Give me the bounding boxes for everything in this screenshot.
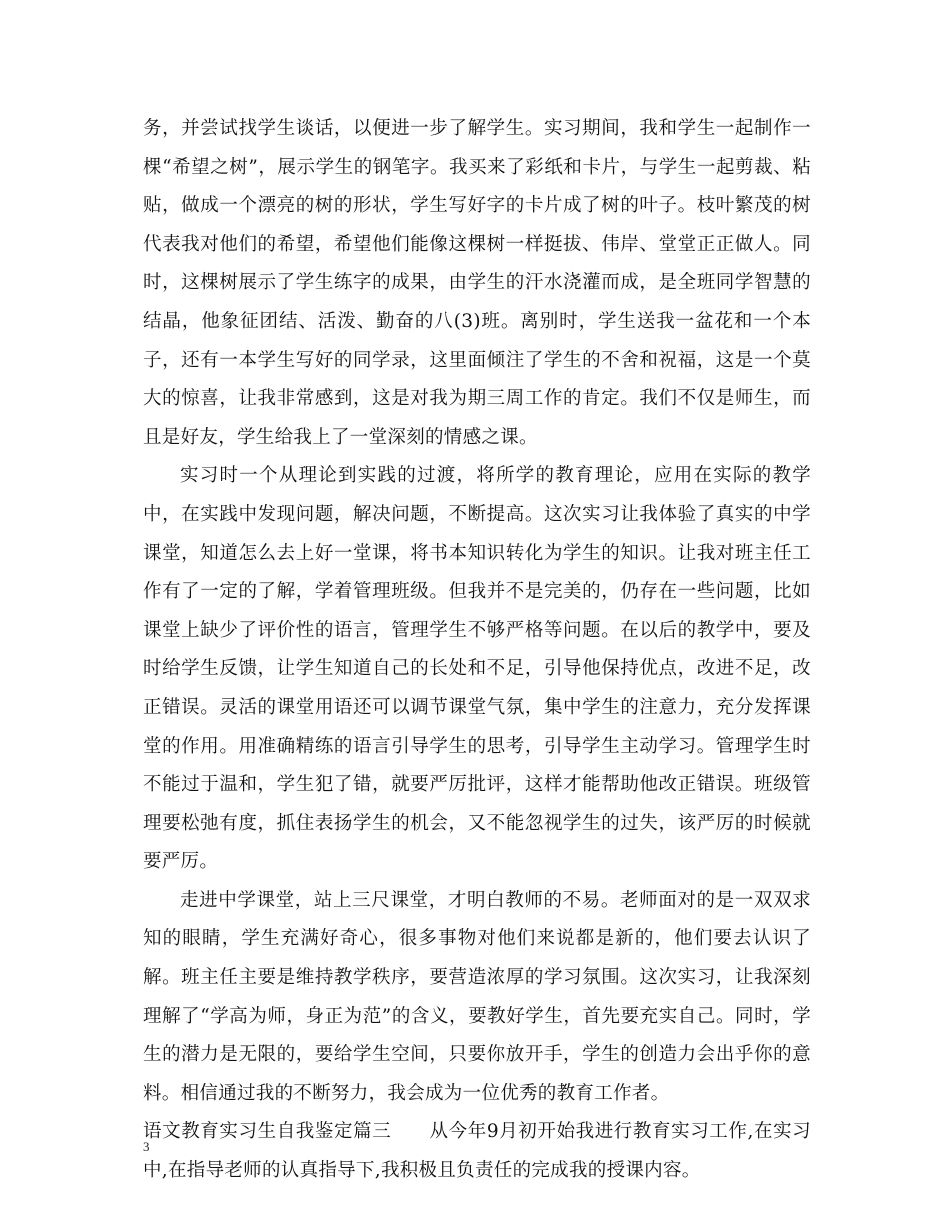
paragraph-4: 语文教育实习生自我鉴定篇三 从今年9月初开始我进行教育实习工作,在实习中,在指导老师的认真指导下,我积极且负责任的完成我的授课内容。 — [143, 1121, 811, 1182]
paragraph-3: 走进中学课堂，站上三尺课堂，才明白教师的不易。老师面对的是一双双求知的眼睛，学生充满好奇心，很多事物对他们来说都是新的，他们要去认识了解。班主任主要是维持教学秩序，要营造浓厚的学习氛围。这次实习，让我深刻理解了“学高为师，身正为范”的含义，要教好学生，首先要充实自己。同时，学生的潜力是无限的，要给学生空间，只要你放开手，学生的创造力会出乎你的意料。相信通过我的不断努力，我会成为一位优秀的教育工作者。 — [143, 889, 811, 1104]
paragraph-1: 务，并尝试找学生谈话，以便进一步了解学生。实习期间，我和学生一起制作一棵“希望之树”，展示学生的钢笔字。我买来了彩纸和卡片，与学生一起剪裁、粘贴，做成一个漂亮的树的形状，学生写好字的卡片成了树的叶子。枝叶繁茂的树代表我对他们的希望，希望他们能像这棵树一样挺拔、伟岸、堂堂正正做人。同时，这棵树展示了学生练字的成果，由学生的汗水浇灌而成，是全班同学智慧的结晶，他象征团结、活泼、勤奋的八(3)班。离别时，学生送我一盆花和一个本子，还有一本学生写好的同学录，这里面倾注了学生的不舍和祝福，这是一个莫大的惊喜，让我非常感到，这是对我为期三周工作的肯定。我们不仅是师生，而且是好友，学生给我上了一堂深刻的情感之课。 — [143, 118, 811, 448]
document-body — [143, 110, 811, 1191]
paragraph-2: 实习时一个从理论到实践的过渡，将所学的教育理论，应用在实际的教学中，在实践中发现问题，解决问题，不断提高。这次实习让我体验了真实的中学课堂，知道怎么去上好一堂课，将书本知识转化为学生的知识。让我对班主任工作有了一定的了解，学着管理班级。但我并不是完美的，仍存在一些问题，比如课堂上缺少了评价性的语言，管理学生不够严格等问题。在以后的教学中，要及时给学生反馈，让学生知道自己的长处和不足，引导他保持优点，改进不足，改正错误。灵活的课堂用语还可以调节课堂气氛，集中学生的注意力，充分发挥课堂的作用。用准确精练的语言引导学生的思考，引导学生主动学习。管理学生时不能过于温和，学生犯了错，就要严厉批评，这样才能帮助他改正错误。班级管理要松弛有度，抓住表扬学生的机会，又不能忽视学生的过失，该严厉的时候就要严厉。 — [143, 465, 811, 873]
page-number: 3 — [143, 1139, 150, 1154]
